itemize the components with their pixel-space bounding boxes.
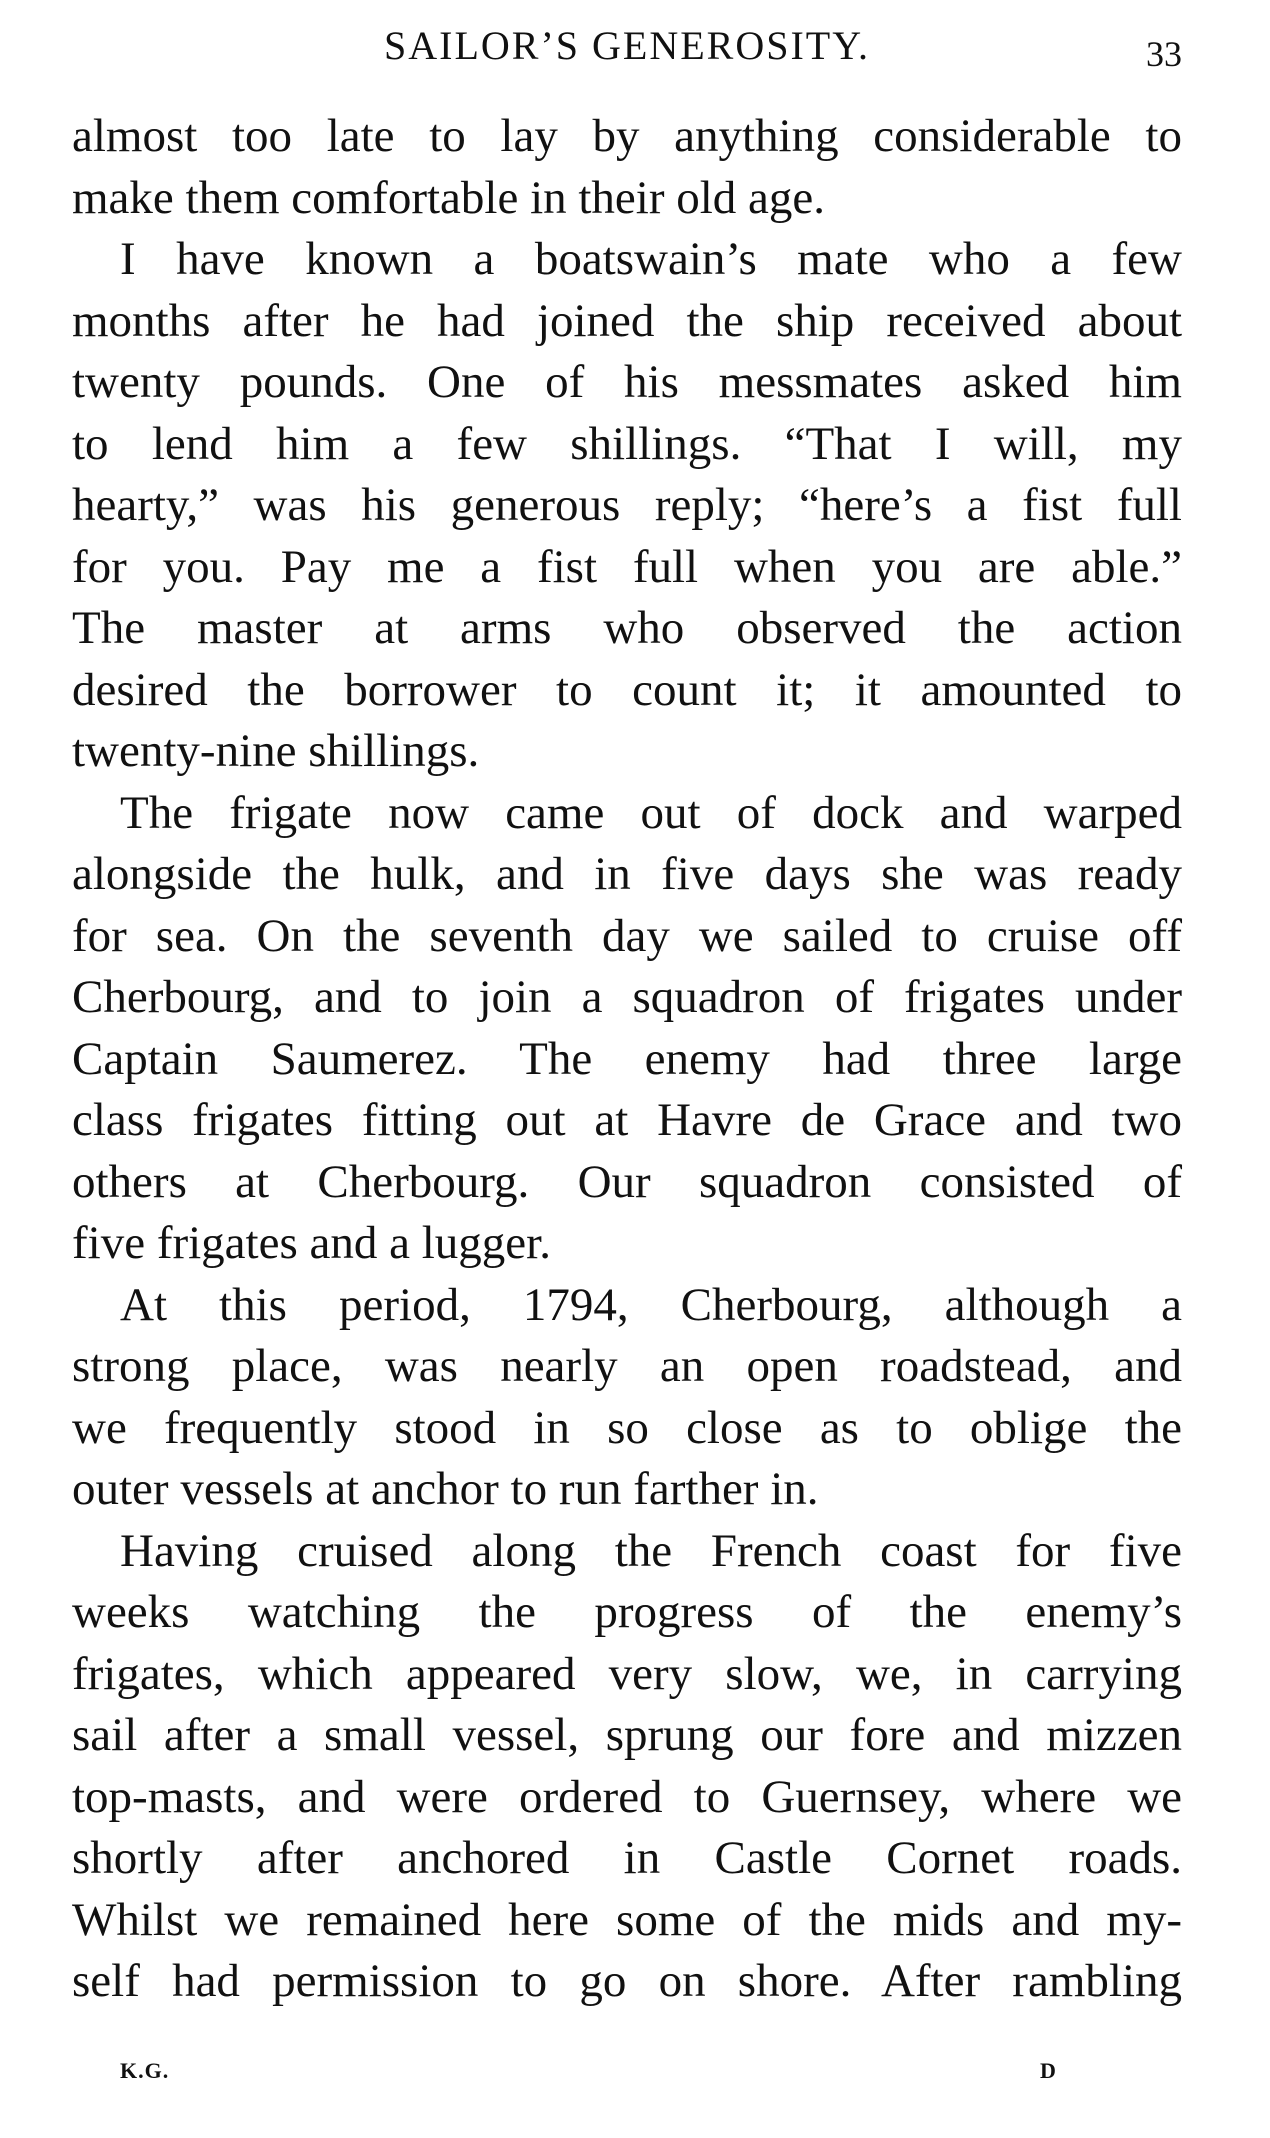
text-line: almost too late to lay by anything considerable to	[72, 110, 1182, 162]
text-line: sail after a small vessel, sprung our fore and mizzen	[72, 1709, 1182, 1761]
text-line: frigates, which appeared very slow, we, in carrying	[72, 1647, 1182, 1700]
text-line: five frigates and a lugger.	[72, 1217, 551, 1269]
text-line: The master at arms who observed the action	[72, 602, 1182, 654]
text-line: for sea. On the seventh day we sailed to cruise off	[72, 909, 1182, 962]
text-line: for you. Pay me a fist full when you are able.”	[72, 540, 1182, 593]
text-line: we frequently stood in so close as to oblige the	[72, 1401, 1182, 1454]
text-line: twenty pounds. One of his messmates asked him	[72, 356, 1182, 408]
text-line: At this period, 1794, Cherbourg, although a	[120, 1278, 1182, 1331]
text-line: shortly after anchored in Castle Cornet roads.	[72, 1832, 1182, 1884]
signature-mark: D	[1040, 2058, 1057, 2083]
text-line: others at Cherbourg. Our squadron consisted of	[72, 1155, 1182, 1208]
text-line: weeks watching the progress of the enemy’s	[72, 1586, 1182, 1638]
body-text	[72, 106, 1182, 2013]
text-line: Having cruised along the French coast for five	[120, 1524, 1182, 1577]
text-line: desired the borrower to count it; it amounted to	[72, 663, 1182, 716]
running-title: SAILOR’S GENEROSITY.	[384, 23, 870, 68]
text-line: to lend him a few shillings. “That I will, my	[72, 417, 1182, 470]
text-line: Cherbourg, and to join a squadron of frigates under	[72, 971, 1182, 1023]
running-head	[72, 20, 1182, 72]
text-line: strong place, was nearly an open roadstead, and	[72, 1340, 1182, 1392]
text-line: make them comfortable in their old age.	[72, 171, 826, 224]
text-line: twenty-nine shillings.	[72, 725, 480, 777]
text-line: Whilst we remained here some of the mids and my-	[72, 1893, 1182, 1946]
text-line: class frigates fitting out at Havre de Grace and two	[72, 1094, 1182, 1146]
text-line: Captain Saumerez. The enemy had three large	[72, 1032, 1182, 1085]
text-line: alongside the hulk, and in five days she was ready	[72, 848, 1182, 900]
text-line: top-masts, and were ordered to Guernsey, where we	[72, 1770, 1182, 1823]
footer-signatures	[72, 2058, 1182, 2098]
text-line: self had permission to go on shore. After rambling	[72, 1955, 1182, 2007]
page-number: 33	[1146, 34, 1182, 74]
text-line: The frigate now came out of dock and warped	[120, 786, 1182, 839]
text-line: hearty,” was his generous reply; “here’s a fist full	[72, 479, 1182, 531]
text-line: outer vessels at anchor to run farther in.	[72, 1463, 819, 1515]
text-line: I have known a boatswain’s mate who a few	[120, 233, 1182, 285]
text-line: months after he had joined the ship received about	[72, 294, 1182, 347]
footer-left-mark: K.G.	[120, 2058, 170, 2083]
